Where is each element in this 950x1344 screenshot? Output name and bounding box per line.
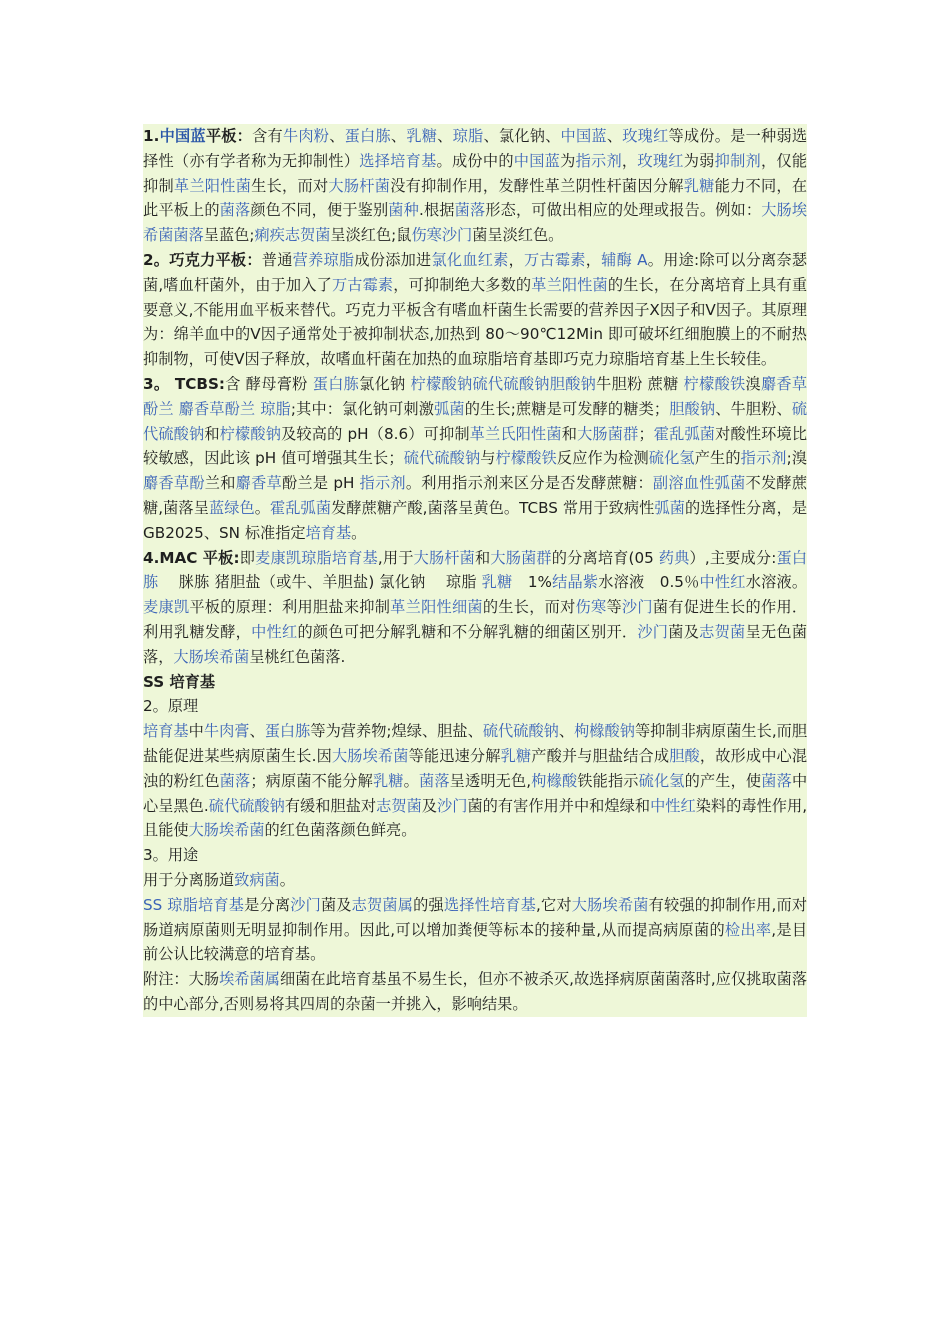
text-run: 中	[188, 722, 204, 741]
text-run: SS 培育基	[143, 672, 216, 691]
text-run: ;溴	[786, 449, 808, 468]
paragraph-ss-principle	[143, 719, 807, 843]
term-link[interactable]: 大肠埃希菌	[188, 821, 265, 840]
text-run: 细菌在此培育基虽不易生长，但亦不被杀灭,故选择病原菌菌落时,应仅挑取菌落的中心部分,否则易将其四周的杂菌一并挑入，影响结果。	[143, 970, 808, 1013]
text-run: 呈淡红色;鼠	[330, 226, 412, 245]
text-run: 反应作为检测	[556, 449, 649, 468]
term-link[interactable]: 菌种	[388, 201, 419, 220]
term-link[interactable]: 指示剂	[575, 151, 622, 170]
term-link[interactable]: 牛肉膏	[203, 722, 250, 741]
text-run: 菌及	[320, 895, 352, 914]
term-link[interactable]: 万古霉素	[524, 250, 586, 269]
term-link[interactable]: 硫化氢	[638, 771, 685, 790]
text-run: 、	[390, 127, 407, 145]
term-link[interactable]: 指示剂	[359, 474, 406, 493]
term-link[interactable]: 大肠埃希菌	[173, 647, 250, 666]
text-run: 。成份中的	[436, 151, 514, 170]
term-link[interactable]: 菌落	[173, 226, 204, 245]
term-link[interactable]: 营养琼脂	[292, 250, 355, 269]
text-run: 菌呈淡红色。	[472, 226, 564, 245]
text-run: 生长，而对	[251, 176, 329, 195]
term-link[interactable]: 弧菌	[434, 399, 465, 418]
term-link[interactable]: 硫代硫酸钠	[403, 449, 481, 468]
term-link[interactable]: 乳糖	[406, 127, 438, 145]
text-run: 菌及	[668, 622, 700, 641]
term-link[interactable]: 蛋白胨	[344, 127, 391, 145]
text-run: 对酸性环境比较敏感，因此该 pH 值可增强其生长；	[143, 424, 808, 468]
text-run: 平板的原理：利用胆盐来抑制	[189, 598, 391, 617]
term-link[interactable]: 沙门	[437, 796, 468, 815]
heading-ss-medium	[143, 670, 807, 695]
term-link[interactable]: 乳糖	[683, 176, 715, 195]
text-run: ，	[621, 151, 638, 170]
text-run: 平板：	[205, 127, 253, 145]
text-run: ,它对	[536, 895, 572, 914]
heading-principle	[143, 694, 807, 719]
term-link[interactable]: 药典	[658, 548, 690, 567]
text-run: 的生长;蔗糖是可发酵的糖类；	[464, 399, 670, 418]
term-link[interactable]: 麝香草酚	[143, 474, 205, 493]
text-run: 不发酵蔗糖,菌落呈	[143, 474, 808, 517]
text-run: 产酸并与胆盐结合成	[531, 746, 670, 765]
term-link[interactable]: 柠檬酸钠	[410, 374, 473, 393]
text-run: 1.	[143, 127, 160, 145]
text-run: 、牛胆粉、	[715, 399, 792, 418]
term-link[interactable]: 万古霉素	[331, 275, 394, 294]
text-run: 4.MAC 平板:	[143, 548, 240, 567]
term-link[interactable]: 乳糖	[500, 746, 532, 765]
term-link[interactable]: 革兰阳性菌	[173, 176, 252, 195]
term-link[interactable]: 指示剂	[740, 449, 787, 468]
text-run: ，	[508, 250, 525, 269]
text-run: ，故形成中心混浊的粉红色	[143, 746, 808, 790]
text-run: 颜色不同，便于鉴别	[250, 201, 389, 220]
text-run: 是分离	[244, 895, 291, 914]
text-run: 的生长，而对	[482, 598, 576, 617]
text-run: 1%	[512, 573, 552, 592]
term-link[interactable]: 中国蓝	[513, 151, 561, 170]
text-run: 水溶液。	[745, 573, 808, 592]
text-run: ,是目前公认比较满意的培育基。	[143, 920, 808, 964]
term-link[interactable]: 硫代硫酸钠	[482, 722, 559, 741]
text-run: 有较强的抑制作用,而对肠道病原菌则无明显抑制作用。因此,可以增加粪便等标本的接种量,从而提高病原菌的	[143, 895, 808, 939]
term-link[interactable]: 沙门	[621, 598, 653, 617]
term-link[interactable]: 大肠杆菌	[413, 548, 476, 567]
paragraph-note	[143, 967, 807, 1017]
text-run: 。	[279, 870, 295, 889]
text-run: 。用途:除可以分离奈瑟菌,嗜血杆菌外，由于加入了	[143, 250, 808, 294]
term-link[interactable]: 玫瑰红	[622, 127, 669, 145]
paragraph-tcbs	[143, 372, 807, 546]
text-run: 酚兰是 pH	[281, 474, 360, 493]
paragraph-chocolate-plate	[143, 248, 807, 372]
text-run: 、	[558, 722, 575, 741]
text-run: 普通	[261, 250, 293, 269]
term-link[interactable]: 枸橼酸钠	[574, 722, 635, 741]
term-link[interactable]: 菌落	[219, 771, 251, 790]
text-run: 。	[351, 523, 367, 542]
text-run: 发酵蔗糖产酸,菌落呈黄色。TCBS 常用于致病性	[331, 498, 655, 517]
term-link[interactable]: 硫化氢	[648, 449, 695, 468]
text-run: 、	[249, 722, 265, 741]
term-link[interactable]: 中性红	[650, 796, 696, 815]
term-link[interactable]: 大肠埃希菌	[143, 201, 808, 245]
text-run: 含 酵母膏粉	[224, 374, 313, 393]
term-link[interactable]: 伤寒沙门	[411, 226, 473, 245]
term-link[interactable]: 菌落	[454, 201, 486, 220]
term-link[interactable]: 霍乱弧菌	[270, 498, 332, 517]
term-link[interactable]: 牛肉粉	[282, 127, 330, 145]
term-link[interactable]: 选择性培育基	[443, 895, 537, 914]
term-link[interactable]: 结晶紫	[551, 573, 599, 592]
term-link[interactable]: 大肠埃希菌	[571, 895, 649, 914]
text-run: 染料的毒性作用,且能使	[143, 796, 808, 840]
text-run: 。	[254, 498, 271, 517]
term-link[interactable]: 霍乱弧菌	[653, 424, 716, 443]
paragraph-mac-plate	[143, 546, 807, 670]
term-link[interactable]: 硫代硫酸钠	[143, 399, 808, 443]
term-link[interactable]: 麦康凯琼脂培育基	[255, 548, 378, 567]
text-run: ）,主要成分:	[689, 548, 777, 567]
text-run: 形态，可做出相应的处理或报告。例如：	[485, 201, 762, 220]
term-link[interactable]: 乳糖	[481, 573, 513, 592]
text-run: 等抑制非病原菌生长,而胆盐能促进某些病原菌生长.因	[143, 722, 808, 765]
term-link[interactable]: 麦康凯	[143, 598, 190, 617]
term-link[interactable]: SS 琼脂培育基	[143, 895, 245, 914]
term-link[interactable]: 大肠埃希菌	[331, 746, 409, 765]
term-link[interactable]: 菌落	[418, 771, 450, 790]
text-run: 等	[606, 598, 622, 617]
term-link[interactable]: 革兰阳性菌	[531, 275, 608, 294]
term-link[interactable]: 乳糖	[372, 771, 404, 790]
text-run: 氯化钠	[359, 374, 411, 393]
text-run: 铁能指示	[577, 771, 639, 790]
heading-usage	[143, 843, 807, 868]
text-run: 的强	[413, 895, 444, 914]
term-link[interactable]: 革兰氏阳性菌	[469, 424, 562, 443]
text-run: 。	[403, 771, 419, 790]
term-link[interactable]: 蛋白胨	[312, 374, 360, 393]
text-run: 兰和	[204, 474, 236, 493]
text-run: 及	[421, 796, 438, 815]
term-link[interactable]: 蓝绿色	[208, 498, 255, 517]
text-run: 菌的有害作用并中和煌绿和	[467, 796, 651, 815]
term-link[interactable]: 志贺菌	[376, 796, 422, 815]
text-run: 、氯化钠、	[483, 127, 561, 145]
term-link[interactable]: 培育基	[305, 523, 352, 542]
text-run: 等能迅速分解	[408, 746, 501, 765]
text-run: ；	[638, 424, 654, 443]
term-link[interactable]: 柠檬酸铁	[495, 449, 557, 468]
term-link[interactable]: 胆酸钠	[669, 399, 716, 418]
text-run: 2。原理	[143, 697, 199, 716]
text-run: 即	[239, 548, 256, 567]
term-link[interactable]: 弧菌	[654, 498, 685, 517]
term-link[interactable]: 柠檬酸铁	[683, 374, 746, 393]
text-run: 和	[475, 548, 491, 567]
term-link[interactable]: 培育基	[143, 722, 189, 741]
term-link[interactable]: 中性红	[699, 573, 746, 592]
term-link[interactable]: 抑制剂	[714, 151, 761, 170]
text-run: 有缓和胆盐对	[284, 796, 377, 815]
term-link[interactable]: 硫代硫酸钠	[208, 796, 285, 815]
term-link[interactable]: 选择培育基	[359, 151, 437, 170]
term-link[interactable]: 琼脂	[260, 399, 291, 418]
text-run: 的产生，使	[684, 771, 762, 790]
text-run: 呈桃红色菌落.	[249, 647, 346, 666]
term-link[interactable]: 麝香草酚兰	[143, 374, 808, 418]
text-run: 能力不同，在此平板上的	[143, 176, 808, 220]
paragraph-usage-intro	[143, 868, 807, 893]
term-link[interactable]: 副溶血性弧菌	[652, 474, 746, 493]
term-link[interactable]: 玫瑰红	[637, 151, 684, 170]
term-link[interactable]: 中国蓝	[560, 127, 607, 145]
text-run: ,用于	[377, 548, 414, 567]
term-link[interactable]: 检出率	[724, 920, 772, 939]
text-run: 含有	[252, 127, 283, 145]
paragraph-ss-usage	[143, 893, 807, 967]
term-link[interactable]: 中国蓝	[159, 127, 206, 145]
text-run: 溴	[745, 374, 761, 393]
text-run: ；病原菌不能分解	[250, 771, 373, 790]
term-link[interactable]: 埃希菌属	[219, 970, 280, 989]
text-run: 和	[561, 424, 578, 443]
term-link[interactable]: 志贺菌属	[351, 895, 414, 914]
term-link[interactable]: 硫代硫酸钠	[472, 374, 550, 393]
text-run: 等成份。是一种弱选择性（亦有学者称为无抑制性）	[143, 127, 808, 170]
term-link[interactable]: 中性红	[251, 622, 298, 641]
text-run: 产生的	[694, 449, 741, 468]
text-run: 菌有促进生长的作用．利用乳糖发酵，	[143, 598, 808, 641]
text-run: 没有抑制作用，发酵性革兰阴性杆菌因分解	[390, 176, 684, 195]
term-link[interactable]: 菌落	[219, 201, 251, 220]
text-run: 与	[480, 449, 496, 468]
term-link[interactable]: 麝香草酚兰	[178, 399, 256, 418]
term-link[interactable]: 菌落	[761, 771, 792, 790]
term-link[interactable]: 麝香草	[235, 474, 282, 493]
term-link[interactable]: 胆酸	[669, 746, 700, 765]
term-link[interactable]: 蛋白胨	[264, 722, 311, 741]
text-run: 呈无色菌落，	[143, 622, 808, 666]
text-run: 及较高的 pH（8.6）可抑制	[281, 424, 470, 443]
text-run: 用于分离肠道	[143, 870, 235, 889]
text-run: 水溶液 0.5％	[598, 573, 700, 592]
text-run: 3。用途	[143, 846, 199, 865]
text-run: 中心呈黑色.	[143, 771, 808, 815]
text-run: 附注：大肠	[143, 970, 220, 989]
term-link[interactable]: 胆酸钠	[549, 374, 597, 393]
text-run: 、	[606, 127, 623, 145]
term-link[interactable]: 沙门	[290, 895, 321, 914]
text-run: ;其中：氯化钠可刺激	[290, 399, 435, 418]
term-link[interactable]: 大肠杆菌	[328, 176, 391, 195]
term-link[interactable]: 志贺菌	[699, 622, 746, 641]
term-link[interactable]: 大肠菌群	[577, 424, 639, 443]
text-run: 呈蓝色;	[203, 226, 255, 245]
term-link[interactable]: 革兰阳性细菌	[390, 598, 483, 617]
text-run: 的分离培育(05	[551, 548, 659, 567]
text-run: 的红色菌落颜色鲜亮。	[264, 821, 417, 840]
text-run: 脒胨 猪胆盐（或牛、羊胆盐) 氯化钠 琼脂	[158, 573, 482, 592]
term-link[interactable]: 伤寒	[575, 598, 607, 617]
paragraph-china-blue-plate	[143, 124, 807, 248]
term-link[interactable]: 痢疾志贺菌	[254, 226, 331, 245]
text-run: ，可抑制绝大多数的	[393, 275, 532, 294]
term-link[interactable]: 蛋白胨	[143, 548, 808, 592]
term-link[interactable]: 柠檬酸钠	[219, 424, 282, 443]
text-run: 和	[204, 424, 220, 443]
term-link[interactable]: 沙门	[637, 622, 669, 641]
term-link[interactable]: 辅酶 A	[601, 250, 648, 269]
text-run: 。利用指示剂来区分是否发酵蔗糖：	[405, 474, 653, 493]
text-run: 等为营养物;煌绿、胆盐、	[310, 722, 483, 741]
text-run: 的颜色可把分解乳糖和不分解乳糖的细菌区别开．	[297, 622, 638, 641]
text-run: 呈透明无色,	[449, 771, 532, 790]
term-link[interactable]: 枸橼酸	[531, 771, 578, 790]
term-link[interactable]: 致病菌	[234, 870, 280, 889]
text-run: 的生长，在分离培育上具有重要意义,不能用血平板来替代。巧克力平板含有嗜血杆菌生长需要的营养因子Ⅹ因子和Ⅴ因子。其原理为：绵羊血中的Ⅴ因子通常处于被抑制状态,加热到 80～90℃12Min 即可破坏红细胞膜上的不耐热抑制物，可使Ⅴ因子释放，故嗜血杆菌在加热的血琼脂培育基即巧克力琼脂培育基上生长较佳。	[143, 275, 808, 369]
text-run: 、	[437, 127, 453, 145]
text-run: 的选择性分离，是 GB2025、SN 标准指定	[143, 498, 808, 542]
term-link[interactable]: 琼脂	[452, 127, 484, 145]
text-run: .根据	[418, 201, 455, 220]
text-run: 为	[560, 151, 576, 170]
term-link[interactable]: 氯化血红素	[431, 250, 509, 269]
text-run: 成份添加进	[354, 250, 432, 269]
text-run: 2。巧克力平板：	[143, 250, 262, 269]
text-run: 牛胆粉 蔗糖	[596, 374, 684, 393]
text-run: ，仅能抑制	[143, 151, 808, 195]
text-run: 、	[329, 127, 345, 145]
text-run: 3。 TCBS:	[143, 374, 225, 393]
text-run: ，	[585, 250, 602, 269]
text-run: 为弱	[683, 151, 715, 170]
document-body	[143, 124, 807, 1017]
term-link[interactable]: 大肠菌群	[490, 548, 552, 567]
